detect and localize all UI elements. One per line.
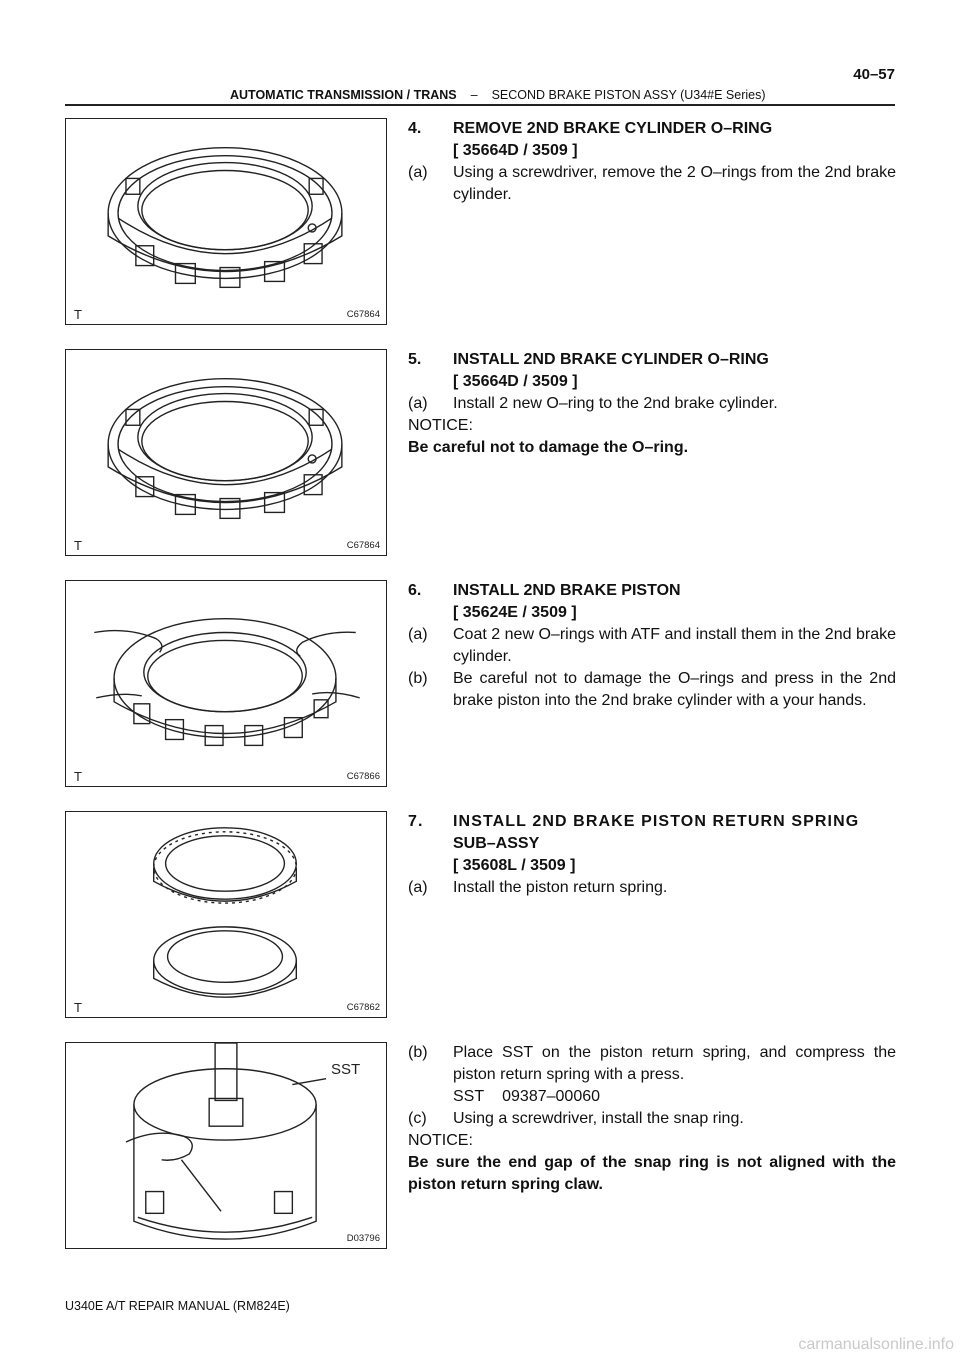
figure-code: C67866 [346,771,380,782]
hands-piston-illustration [66,581,386,786]
figure-sst-press [65,1042,387,1249]
step-6 [408,580,896,712]
page-number: 40–57 [853,66,895,83]
notice-heading: NOTICE: [408,1132,473,1149]
step-7 [408,811,896,899]
figure-o-ring-install [65,349,387,556]
step-heading: 4. REMOVE 2ND BRAKE CYLINDER O–RING [408,120,773,137]
step-code: [ 35608L / 3509 ] [453,857,576,874]
header-section: AUTOMATIC TRANSMISSION / TRANS [230,88,457,102]
step-code: [ 35664D / 3509 ] [453,373,578,390]
brake-cylinder-illustration [66,119,386,324]
step-4 [408,118,896,206]
step-heading-cont: SUB–ASSY [453,835,540,852]
step-heading: 7. INSTALL 2ND BRAKE PISTON RETURN SPRING [408,813,860,830]
step-substep: (b) Be careful not to damage the O–rings and press in the 2nd brake piston into the 2nd brake cylinder with a your hands. [408,670,896,709]
step-substep: (a) Using a screwdriver, remove the 2 O–rings from the 2nd brake cylinder. [408,164,896,203]
figure-piston-install [65,580,387,787]
sst-number-row: SST 09387–00060 [453,1088,601,1105]
header-subsection: SECOND BRAKE PISTON ASSY (U34#E Series) [491,88,766,102]
figure-code: C67864 [346,309,380,320]
header-dash: – [470,88,478,102]
watermark: carmanualsonline.info [798,1336,954,1353]
step-substep: (a) Install the piston return spring. [408,879,668,896]
figure-o-ring-removal [65,118,387,325]
running-header [230,88,766,102]
figure-code: C67864 [346,540,380,551]
page-footer: U340E A/T REPAIR MANUAL (RM824E) [65,1299,290,1313]
figure-mark: T [74,538,82,553]
step-code: [ 35624E / 3509 ] [453,604,577,621]
brake-cylinder-illustration [66,350,386,555]
header-rule [65,104,895,106]
step-5 [408,349,896,459]
step-code: [ 35664D / 3509 ] [453,142,578,159]
step-heading: 6. INSTALL 2ND BRAKE PISTON [408,582,681,599]
figure-code: C67862 [346,1002,380,1013]
step-substep: (c) Using a screwdriver, install the snap ring. [408,1110,744,1127]
step-substep: (a) Coat 2 new O–rings with ATF and install them in the 2nd brake cylinder. [408,626,896,665]
sst-callout: SST [331,1061,361,1078]
figure-return-spring [65,811,387,1018]
notice-text: Be careful not to damage the O–ring. [408,439,689,456]
figure-mark: T [74,1000,82,1015]
notice-heading: NOTICE: [408,417,473,434]
step-heading: 5. INSTALL 2ND BRAKE CYLINDER O–RING [408,351,769,368]
return-spring-illustration [66,812,386,1017]
step-7-continued [408,1042,896,1196]
step-substep: (a) Install 2 new O–ring to the 2nd brake cylinder. [408,395,778,412]
page-header [65,60,895,100]
notice-text: Be sure the end gap of the snap ring is not aligned with the piston return spring claw. [408,1154,896,1193]
step-substep: (b) Place SST on the piston return spring, and compress the piston return spring with a press. [408,1044,896,1083]
figure-mark: T [74,307,82,322]
figure-mark: T [74,769,82,784]
figure-code: D03796 [346,1233,380,1244]
